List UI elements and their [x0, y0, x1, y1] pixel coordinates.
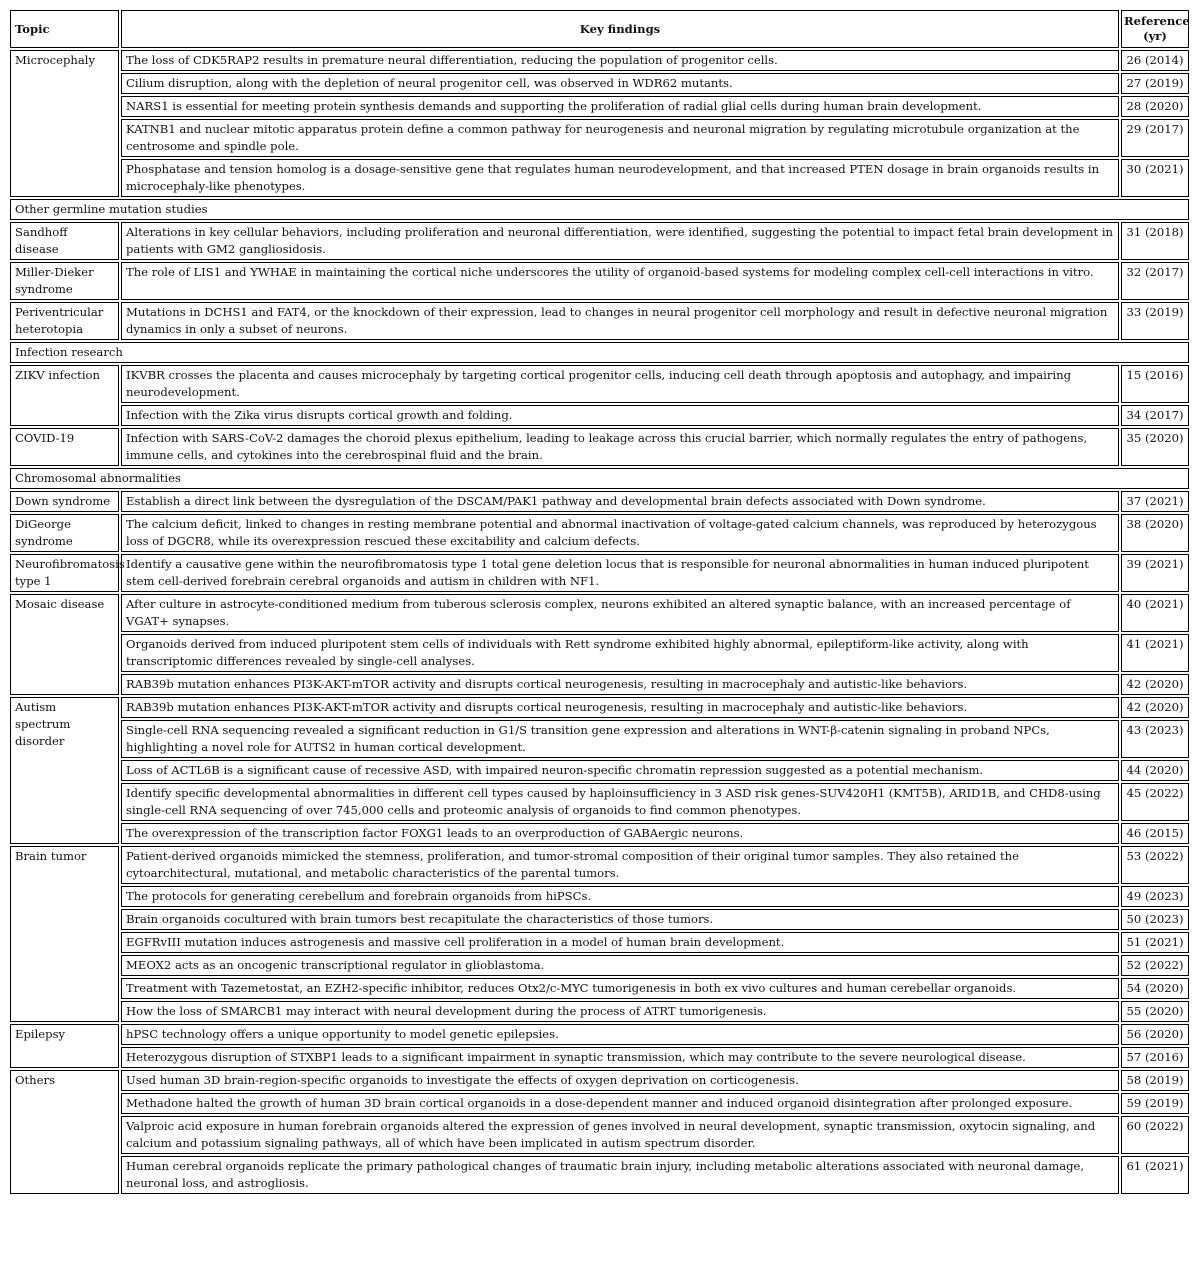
reference-cell: 53 (2022)	[1121, 846, 1189, 884]
topic-cell: Mosaic disease	[10, 594, 119, 695]
section-title: Chromosomal abnormalities	[10, 468, 1189, 489]
finding-cell: hPSC technology offers a unique opportunity to model genetic epilepsies.	[121, 1024, 1119, 1045]
reference-cell: 40 (2021)	[1121, 594, 1189, 632]
table-row	[10, 909, 1189, 930]
finding-cell: Used human 3D brain-region-specific organoids to investigate the effects of oxygen deprivation on corticogenesis.	[121, 1070, 1119, 1091]
topic-cell: Brain tumor	[10, 846, 119, 1022]
finding-cell: MEOX2 acts as an oncogenic transcriptional regulator in glioblastoma.	[121, 955, 1119, 976]
table-row	[10, 720, 1189, 758]
finding-cell: The loss of CDK5RAP2 results in premature neural differentiation, reducing the population of progenitor cells.	[121, 50, 1119, 71]
header-topic: Topic	[10, 10, 119, 48]
table-row	[10, 697, 1189, 718]
table-row	[10, 491, 1189, 512]
table-row	[10, 978, 1189, 999]
header-findings: Key findings	[121, 10, 1119, 48]
finding-cell: Treatment with Tazemetostat, an EZH2-specific inhibitor, reduces Otx2/c-MYC tumorigenesis in both ex vivo cultures and human cerebellar organoids.	[121, 978, 1119, 999]
finding-cell: Single-cell RNA sequencing revealed a significant reduction in G1/S transition gene expression and alterations in WNT-β-catenin signaling in proband NPCs, highlighting a novel role for AUTS2 in human cortical development.	[121, 720, 1119, 758]
table-row	[10, 1093, 1189, 1114]
table-row	[10, 1047, 1189, 1068]
topic-cell: DiGeorge syndrome	[10, 514, 119, 552]
reference-cell: 57 (2016)	[1121, 1047, 1189, 1068]
topic-cell: COVID-19	[10, 428, 119, 466]
reference-cell: 35 (2020)	[1121, 428, 1189, 466]
finding-cell: Brain organoids cocultured with brain tumors best recapitulate the characteristics of those tumors.	[121, 909, 1119, 930]
reference-cell: 50 (2023)	[1121, 909, 1189, 930]
reference-cell: 58 (2019)	[1121, 1070, 1189, 1091]
reference-cell: 38 (2020)	[1121, 514, 1189, 552]
finding-cell: The role of LIS1 and YWHAE in maintaining the cortical niche underscores the utility of organoid-based systems for modeling complex cell-cell interactions in vitro.	[121, 262, 1119, 300]
table-row	[10, 955, 1189, 976]
table-row	[10, 302, 1189, 340]
table-row	[10, 886, 1189, 907]
reference-cell: 49 (2023)	[1121, 886, 1189, 907]
table-row	[10, 159, 1189, 197]
table-row	[10, 634, 1189, 672]
reference-cell: 27 (2019)	[1121, 73, 1189, 94]
table-row	[10, 50, 1189, 71]
table-row	[10, 428, 1189, 466]
finding-cell: Valproic acid exposure in human forebrain organoids altered the expression of genes involved in neural development, synaptic transmission, oxytocin signaling, and calcium and potassium signaling pathways, all of which have been implicated in autism spectrum disorder.	[121, 1116, 1119, 1154]
table-row	[10, 760, 1189, 781]
header-reference-line1: Reference	[1124, 14, 1190, 28]
table-row	[10, 119, 1189, 157]
reference-cell: 15 (2016)	[1121, 365, 1189, 403]
finding-cell: RAB39b mutation enhances PI3K-AKT-mTOR activity and disrupts cortical neurogenesis, resulting in macrocephaly and autistic-like behaviors.	[121, 674, 1119, 695]
table-row	[10, 783, 1189, 821]
table-row	[10, 1116, 1189, 1154]
reference-cell: 28 (2020)	[1121, 96, 1189, 117]
topic-cell: Periventricular heterotopia	[10, 302, 119, 340]
finding-cell: Heterozygous disruption of STXBP1 leads to a significant impairment in synaptic transmission, which may contribute to the severe neurological disease.	[121, 1047, 1119, 1068]
finding-cell: How the loss of SMARCB1 may interact with neural development during the process of ATRT tumorigenesis.	[121, 1001, 1119, 1022]
finding-cell: Human cerebral organoids replicate the primary pathological changes of traumatic brain injury, including metabolic alterations associated with neuronal damage, neuronal loss, and astrogliosis.	[121, 1156, 1119, 1194]
table-row	[10, 405, 1189, 426]
finding-cell: Loss of ACTL6B is a significant cause of recessive ASD, with impaired neuron-specific chromatin repression suggested as a potential mechanism.	[121, 760, 1119, 781]
reference-cell: 39 (2021)	[1121, 554, 1189, 592]
table-row	[10, 262, 1189, 300]
finding-cell: Mutations in DCHS1 and FAT4, or the knockdown of their expression, lead to changes in neural progenitor cell morphology and result in defective neuronal migration dynamics in only a subset of neurons.	[121, 302, 1119, 340]
finding-cell: EGFRvIII mutation induces astrogenesis and massive cell proliferation in a model of human brain development.	[121, 932, 1119, 953]
reference-cell: 43 (2023)	[1121, 720, 1189, 758]
table-row	[10, 365, 1189, 403]
header-row	[10, 10, 1189, 48]
table-row	[10, 823, 1189, 844]
table-row	[10, 514, 1189, 552]
reference-cell: 37 (2021)	[1121, 491, 1189, 512]
reference-cell: 26 (2014)	[1121, 50, 1189, 71]
reference-cell: 56 (2020)	[1121, 1024, 1189, 1045]
section-title: Infection research	[10, 342, 1189, 363]
table-row	[10, 1070, 1189, 1091]
reference-cell: 51 (2021)	[1121, 932, 1189, 953]
table-row	[10, 846, 1189, 884]
table-row	[10, 73, 1189, 94]
finding-cell: Infection with the Zika virus disrupts cortical growth and folding.	[121, 405, 1119, 426]
finding-cell: Infection with SARS-CoV-2 damages the choroid plexus epithelium, leading to leakage across this crucial barrier, which normally regulates the entry of pathogens, immune cells, and cytokines into the cerebrospinal fluid and the brain.	[121, 428, 1119, 466]
topic-cell: Microcephaly	[10, 50, 119, 197]
finding-cell: NARS1 is essential for meeting protein synthesis demands and supporting the proliferation of radial glial cells during human brain development.	[121, 96, 1119, 117]
table-row	[10, 1001, 1189, 1022]
finding-cell: The overexpression of the transcription factor FOXG1 leads to an overproduction of GABAergic neurons.	[121, 823, 1119, 844]
table-row	[10, 594, 1189, 632]
table-row	[10, 222, 1189, 260]
reference-cell: 33 (2019)	[1121, 302, 1189, 340]
topic-cell: Miller-Dieker syndrome	[10, 262, 119, 300]
finding-cell: Identify a causative gene within the neurofibromatosis type 1 total gene deletion locus that is responsible for neuronal abnormalities in human induced pluripotent stem cell-derived forebrain cerebral organoids and autism in children with NF1.	[121, 554, 1119, 592]
findings-table	[8, 8, 1191, 1196]
reference-cell: 46 (2015)	[1121, 823, 1189, 844]
topic-cell: Neurofibromatosis type 1	[10, 554, 119, 592]
finding-cell: Phosphatase and tension homolog is a dosage-sensitive gene that regulates human neurodevelopment, and that increased PTEN dosage in brain organoids results in microcephaly-like phenotypes.	[121, 159, 1119, 197]
table-body	[10, 50, 1189, 1194]
topic-cell: Down syndrome	[10, 491, 119, 512]
finding-cell: Alterations in key cellular behaviors, including proliferation and neuronal differentiation, were identified, suggesting the potential to impact fetal brain development in patients with GM2 gangliosidosis.	[121, 222, 1119, 260]
table-row	[10, 674, 1189, 695]
table-row	[10, 1156, 1189, 1194]
reference-cell: 30 (2021)	[1121, 159, 1189, 197]
topic-cell: Others	[10, 1070, 119, 1194]
reference-cell: 42 (2020)	[1121, 674, 1189, 695]
finding-cell: KATNB1 and nuclear mitotic apparatus protein define a common pathway for neurogenesis and neuronal migration by regulating microtubule organization at the centrosome and spindle pole.	[121, 119, 1119, 157]
reference-cell: 61 (2021)	[1121, 1156, 1189, 1194]
reference-cell: 34 (2017)	[1121, 405, 1189, 426]
topic-cell: Epilepsy	[10, 1024, 119, 1068]
finding-cell: RAB39b mutation enhances PI3K-AKT-mTOR activity and disrupts cortical neurogenesis, resulting in macrocephaly and autistic-like behaviors.	[121, 697, 1119, 718]
finding-cell: The calcium deficit, linked to changes in resting membrane potential and abnormal inactivation of voltage-gated calcium channels, was reproduced by heterozygous loss of DGCR8, while its overexpression rescued these excitability and calcium defects.	[121, 514, 1119, 552]
finding-cell: Identify specific developmental abnormalities in different cell types caused by haploinsufficiency in 3 ASD risk genes-SUV420H1 (KMT5B), ARID1B, and CHD8-using single-cell RNA sequencing of over 745,000 cells and proteomic analysis of organoids to find common phenotypes.	[121, 783, 1119, 821]
finding-cell: Patient-derived organoids mimicked the stemness, proliferation, and tumor-stromal composition of their original tumor samples. They also retained the cytoarchitectural, mutational, and metabolic characteristics of the parental tumors.	[121, 846, 1119, 884]
reference-cell: 45 (2022)	[1121, 783, 1189, 821]
reference-cell: 42 (2020)	[1121, 697, 1189, 718]
reference-cell: 29 (2017)	[1121, 119, 1189, 157]
topic-cell: Sandhoff disease	[10, 222, 119, 260]
finding-cell: Organoids derived from induced pluripotent stem cells of individuals with Rett syndrome exhibited highly abnormal, epileptiform-like activity, along with transcriptomic differences revealed by single-cell analyses.	[121, 634, 1119, 672]
topic-cell: Autism spectrum disorder	[10, 697, 119, 844]
section-title: Other germline mutation studies	[10, 199, 1189, 220]
section-row	[10, 468, 1189, 489]
table-row	[10, 554, 1189, 592]
finding-cell: Establish a direct link between the dysregulation of the DSCAM/PAK1 pathway and developmental brain defects associated with Down syndrome.	[121, 491, 1119, 512]
finding-cell: Methadone halted the growth of human 3D brain cortical organoids in a dose-dependent manner and induced organoid disintegration after prolonged exposure.	[121, 1093, 1119, 1114]
table-row	[10, 932, 1189, 953]
finding-cell: Cilium disruption, along with the depletion of neural progenitor cell, was observed in WDR62 mutants.	[121, 73, 1119, 94]
reference-cell: 52 (2022)	[1121, 955, 1189, 976]
header-reference	[1121, 10, 1189, 48]
reference-cell: 60 (2022)	[1121, 1116, 1189, 1154]
finding-cell: The protocols for generating cerebellum and forebrain organoids from hiPSCs.	[121, 886, 1119, 907]
section-row	[10, 199, 1189, 220]
header-reference-line2: (yr)	[1143, 29, 1167, 43]
finding-cell: IKVBR crosses the placenta and causes microcephaly by targeting cortical progenitor cells, inducing cell death through apoptosis and autophagy, and impairing neurodevelopment.	[121, 365, 1119, 403]
reference-cell: 32 (2017)	[1121, 262, 1189, 300]
reference-cell: 31 (2018)	[1121, 222, 1189, 260]
reference-cell: 59 (2019)	[1121, 1093, 1189, 1114]
reference-cell: 54 (2020)	[1121, 978, 1189, 999]
table-row	[10, 1024, 1189, 1045]
section-row	[10, 342, 1189, 363]
findings-table-container	[8, 8, 1191, 1196]
table-row	[10, 96, 1189, 117]
reference-cell: 44 (2020)	[1121, 760, 1189, 781]
reference-cell: 55 (2020)	[1121, 1001, 1189, 1022]
reference-cell: 41 (2021)	[1121, 634, 1189, 672]
topic-cell: ZIKV infection	[10, 365, 119, 426]
finding-cell: After culture in astrocyte-conditioned medium from tuberous sclerosis complex, neurons exhibited an altered synaptic balance, with an increased percentage of VGAT+ synapses.	[121, 594, 1119, 632]
